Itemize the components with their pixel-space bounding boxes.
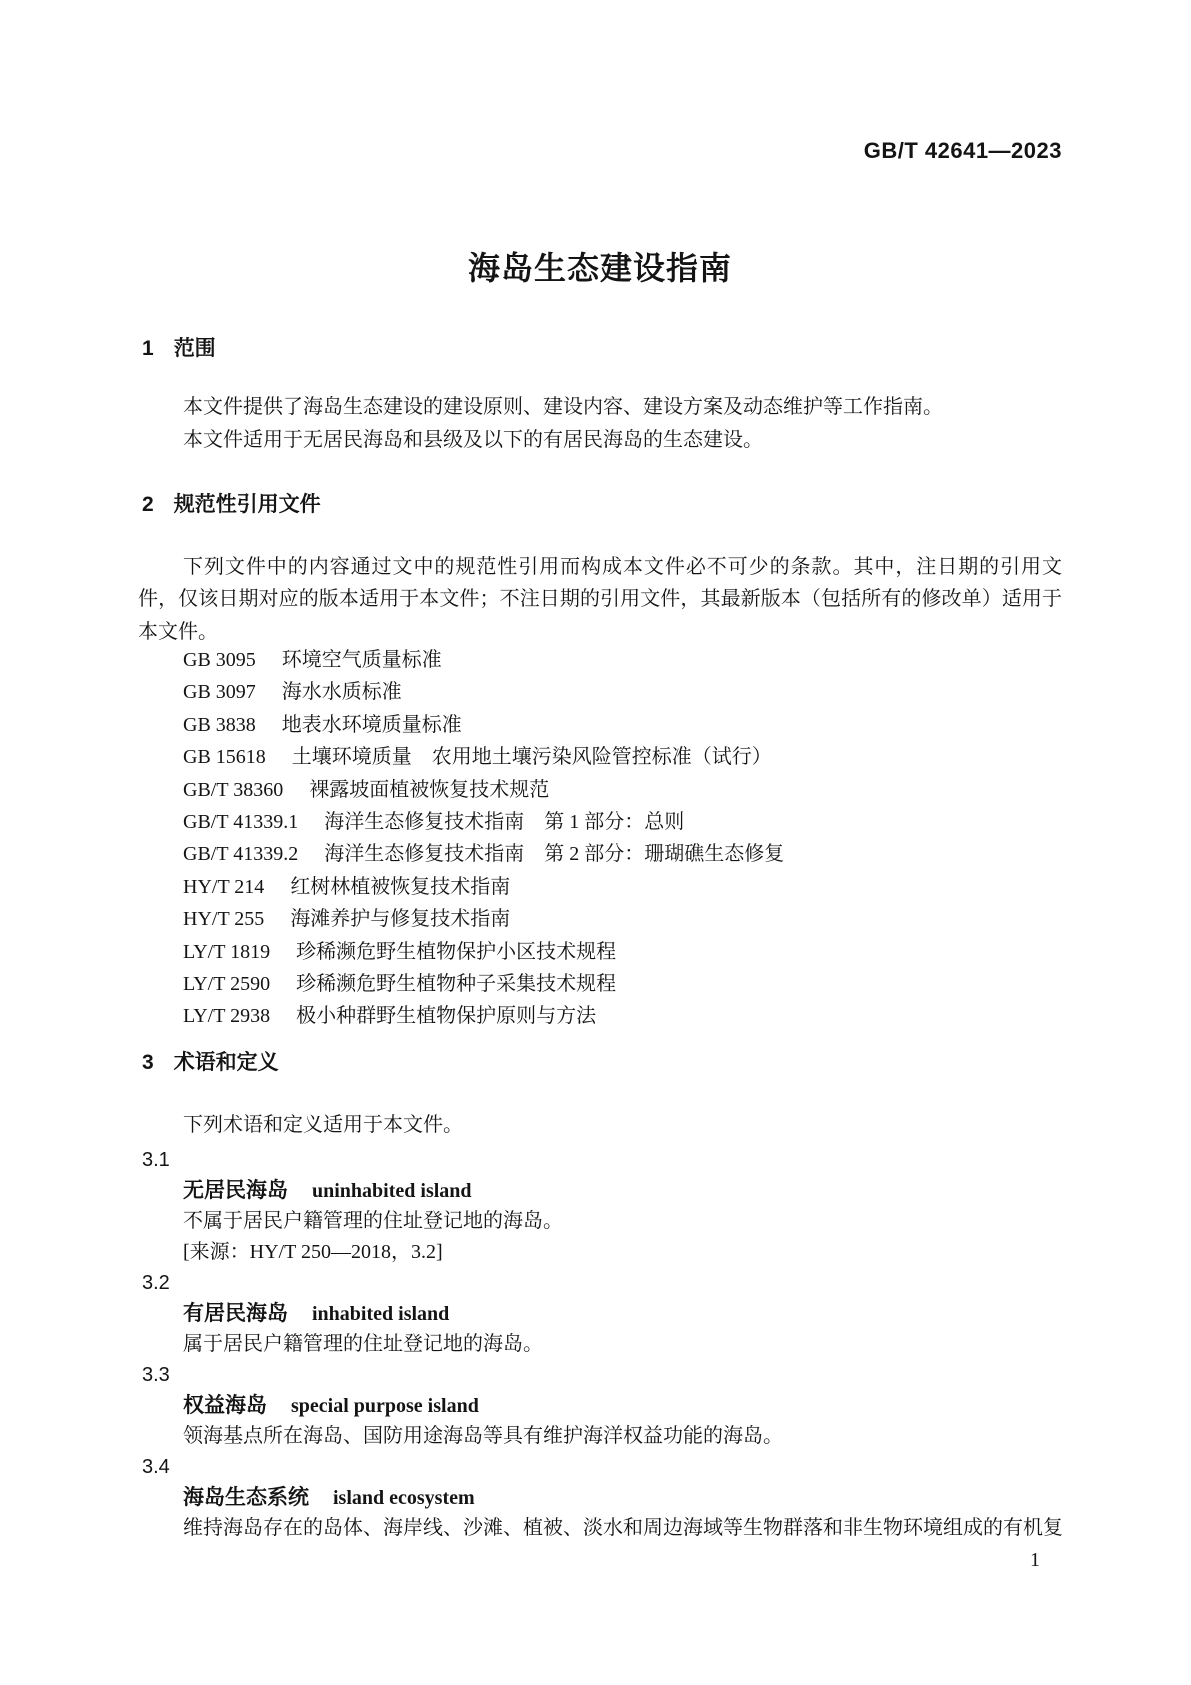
reference-item [138,1000,1062,1032]
reference-code: GB/T 41339.1 [183,811,299,834]
term-zh: 海岛生态系统 [183,1485,309,1509]
section-1-body [138,391,1062,457]
reference-title: 海水水质标准 [281,681,402,704]
reference-item [138,774,1062,806]
paragraph: 本文件适用于无居民海岛和县级及以下的有居民海岛的生态建设。 [183,429,763,451]
paragraph: 下列术语和定义适用于本文件。 [183,1114,463,1136]
document-title: 海岛生态建设指南 [467,250,732,286]
section-3-intro [138,1110,1062,1140]
reference-item [138,676,1062,708]
term-entry-3-4 [138,1452,1062,1544]
reference-title: 海洋生态修复技术指南 第 1 部分：总则 [324,811,685,834]
term-heading [138,1391,1062,1422]
section-2-number: 2 [142,493,154,516]
reference-title: 极小种群野生植物保护原则与方法 [296,1005,597,1028]
section-3-heading [138,1050,1066,1076]
reference-item [138,644,1062,676]
term-en: island ecosystem [333,1486,475,1509]
reference-title: 土壤环境质量 农用地土壤污染风险管控标准（试行） [291,746,772,769]
term-entry-3-1 [138,1145,1062,1268]
reference-code: LY/T 2590 [183,973,271,996]
term-heading [138,1483,1062,1514]
term-source: [来源：HY/T 250—2018，3.2] [183,1241,443,1264]
reference-code: GB/T 38360 [183,778,284,801]
reference-code: GB 15618 [183,746,266,769]
section-1-number: 1 [142,337,154,360]
term-definition: 维持海岛存在的岛体、海岸线、沙滩、植被、淡水和周边海域等生物群落和非生物环境组成的有机复 [183,1517,1063,1540]
standard-code-header: GB/T 42641—2023 [863,138,1062,163]
section-2-heading [138,492,1066,518]
paragraph-line: 件，仅该日期对应的版本适用于本文件；不注日期的引用文件，其最新版本（包括所有的修改单）适用于 [138,588,1062,611]
reference-title: 海滩养护与修复技术指南 [290,908,511,931]
term-definition: 不属于居民户籍管理的住址登记地的海岛。 [183,1210,563,1233]
reference-code: LY/T 1819 [183,940,271,963]
section-3-title: 术语和定义 [173,1051,279,1074]
paragraph-line: 下列文件中的内容通过文中的规范性引用而构成本文件必不可少的条款。其中，注日期的引用文 [183,556,1062,578]
term-en: uninhabited island [312,1179,472,1202]
clause-number: 3.4 [142,1456,170,1479]
reference-title: 裸露坡面植被恢复技术规范 [309,778,550,801]
paragraph: 本文件提供了海岛生态建设的建设原则、建设内容、建设方案及动态维护等工作指南。 [183,396,943,418]
reference-title: 红树林植被恢复技术指南 [290,875,511,898]
section-1-title: 范围 [173,337,216,360]
reference-code: GB 3095 [183,649,256,671]
reference-item [138,871,1062,903]
terms-and-definitions [138,1145,1062,1544]
term-entry-3-3 [138,1360,1062,1452]
term-definition: 属于居民户籍管理的住址登记地的海岛。 [183,1333,543,1356]
reference-item [138,903,1062,935]
term-definition: 领海基点所在海岛、国防用途海岛等具有维护海洋权益功能的海岛。 [183,1425,783,1448]
section-2-intro [138,551,1062,648]
term-en: inhabited island [312,1302,450,1325]
section-1-heading [138,336,1066,362]
page-number: 1 [1030,1549,1040,1571]
section-3-number: 3 [142,1051,154,1074]
clause-number: 3.3 [142,1363,170,1386]
normative-references-list [138,644,1062,1033]
section-2-title: 规范性引用文件 [173,493,321,516]
term-heading [138,1299,1062,1330]
reference-item [138,838,1062,870]
paragraph-line: 本文件。 [138,620,218,643]
term-heading [138,1176,1062,1207]
reference-code: GB/T 41339.2 [183,843,299,866]
reference-title: 珍稀濒危野生植物保护小区技术规程 [296,940,617,963]
reference-code: HY/T 214 [183,875,265,898]
reference-code: GB 3838 [183,713,256,736]
reference-item [138,806,1062,838]
reference-title: 海洋生态修复技术指南 第 2 部分：珊瑚礁生态修复 [324,843,785,866]
reference-item [138,709,1062,741]
term-zh: 有居民海岛 [183,1301,288,1325]
term-zh: 无居民海岛 [183,1178,288,1202]
reference-code: GB 3097 [183,681,256,704]
reference-code: HY/T 255 [183,908,265,931]
clause-number: 3.2 [142,1271,170,1294]
reference-title: 珍稀濒危野生植物种子采集技术规程 [296,973,617,996]
term-zh: 权益海岛 [183,1393,267,1417]
reference-item [138,741,1062,773]
reference-item [138,936,1062,968]
reference-item [138,968,1062,1000]
clause-number: 3.1 [142,1149,170,1171]
term-entry-3-2 [138,1268,1062,1360]
reference-title: 地表水环境质量标准 [281,713,462,736]
reference-title: 环境空气质量标准 [281,649,442,671]
term-en: special purpose island [291,1394,479,1417]
reference-code: LY/T 2938 [183,1005,271,1028]
